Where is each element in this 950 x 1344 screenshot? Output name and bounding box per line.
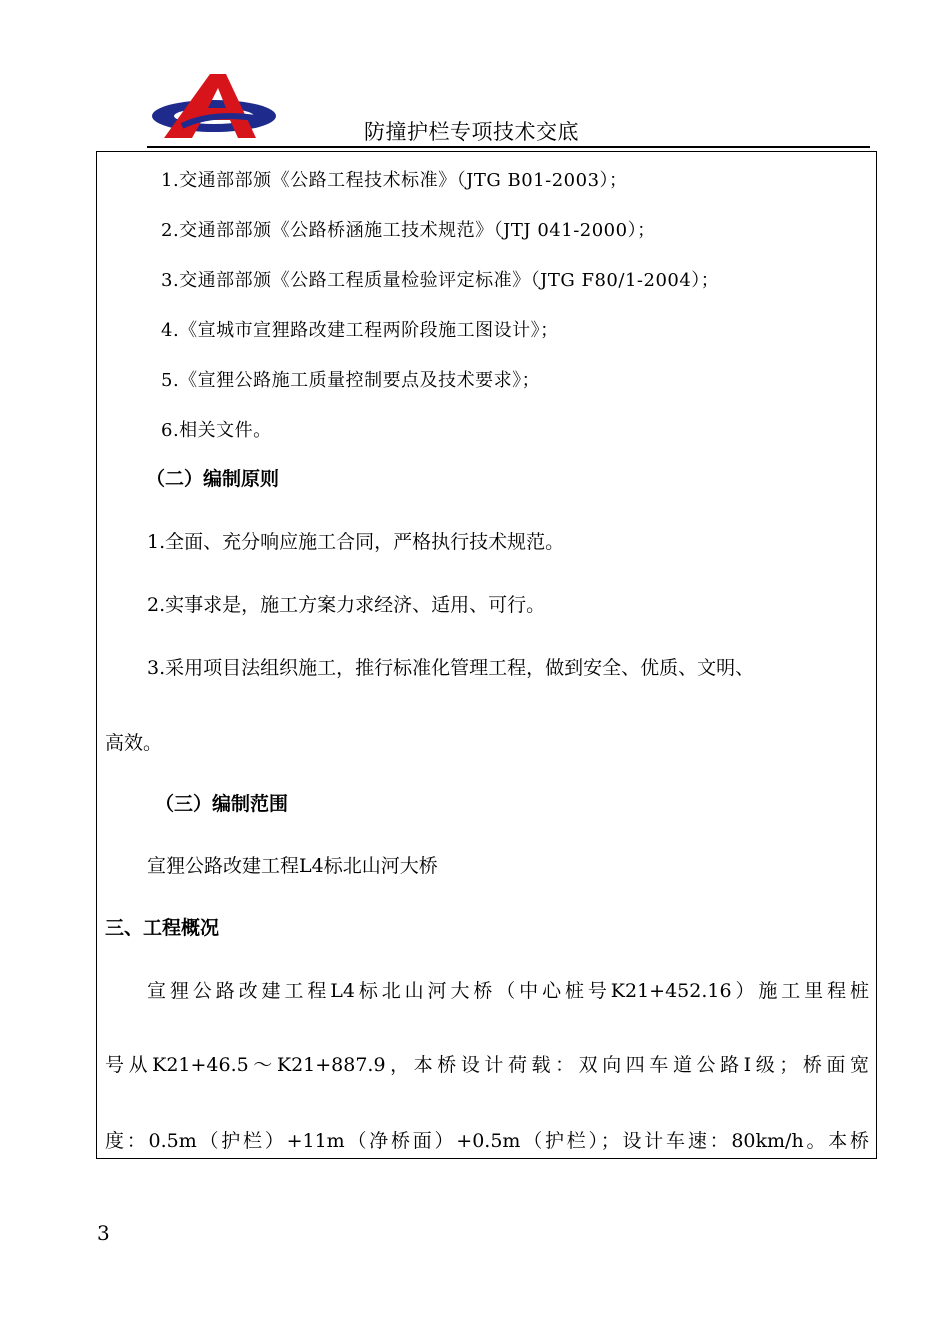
company-logo — [148, 66, 280, 142]
overview-paragraph-line: 号从K21+46.5～K21+887.9，本桥设计荷载：双向四车道公路Ⅰ级；桥面宽 — [105, 1054, 869, 1076]
principle-item: 3.采用项目法组织施工，推行标准化管理工程，做到安全、优质、文明、 — [147, 657, 755, 679]
reference-item: 6.相关文件。 — [161, 420, 272, 441]
overview-paragraph-line: 宣狸公路改建工程L4标北山河大桥（中心桩号K21+452.16）施工里程桩 — [147, 980, 869, 1002]
overview-paragraph-line: 度：0.5m（护栏）+11m（净桥面）+0.5m（护栏）；设计车速：80km/h。本桥 — [105, 1130, 869, 1152]
scope-text: 宣狸公路改建工程L4标北山河大桥 — [147, 855, 438, 877]
reference-item: 2.交通部部颁《公路桥涵施工技术规范》（JTJ 041-2000）； — [161, 220, 656, 241]
section-heading: （二）编制原则 — [146, 468, 280, 490]
document-title: 防撞护栏专项技术交底 — [364, 120, 579, 144]
principle-item-continued: 高效。 — [105, 732, 163, 754]
reference-item: 4.《宣城市宣狸路改建工程两阶段施工图设计》； — [161, 320, 559, 341]
chapter-heading: 三、工程概况 — [105, 917, 220, 939]
reference-item: 3.交通部部颁《公路工程质量检验评定标准》（JTG F80/1-2004）； — [161, 270, 720, 291]
page-number: 3 — [97, 1221, 110, 1245]
header-rule — [147, 146, 870, 148]
reference-item: 5.《宣狸公路施工质量控制要点及技术要求》； — [161, 370, 541, 391]
principle-item: 1.全面、充分响应施工合同，严格执行技术规范。 — [147, 531, 565, 553]
reference-item: 1.交通部部颁《公路工程技术标准》（JTG B01-2003）； — [161, 170, 628, 191]
principle-item: 2.实事求是，施工方案力求经济、适用、可行。 — [147, 594, 546, 616]
section-heading: （三）编制范围 — [155, 793, 289, 815]
